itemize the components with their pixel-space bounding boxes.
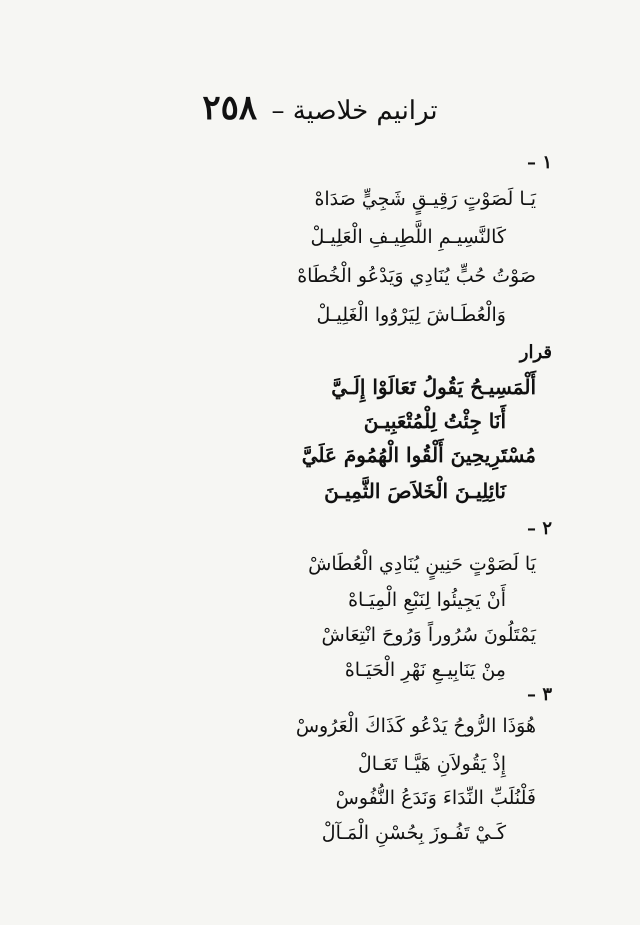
- stanza-2-line-3: يَمْتَلُونَ سُرُوراً وَرُوحَ انْتِعَاشْ: [321, 624, 536, 646]
- stanza-3-line-2: إِذْ يَقُولاَنِ هَيَّـا تَعَـالْ: [357, 753, 506, 775]
- stanza-1-line-2: كَالنَّسِيـمِ اللَّطِيـفِ الْعَلِيـلْ: [310, 226, 506, 248]
- stanza-3-line-1: هُوَذَا الرُّوحُ يَدْعُو كَذَاكَ الْعَرُوسْ: [295, 715, 536, 737]
- stanza-3-number: ٣ –: [527, 684, 552, 705]
- stanza-1-line-3: صَوْتُ حُبٍّ يُنَادِي وَيَدْعُو الْخُطَاهْ: [297, 265, 536, 287]
- chorus-line-1: أَلْمَسِيـحُ يَقُولُ تَعَالَوْا إِلَـيَّ: [331, 375, 536, 399]
- stanza-1-line-1: يَـا لَصَوْتٍ رَقِيـقٍ شَجِيٍّ صَدَاهْ: [314, 188, 536, 210]
- stanza-2-line-1: يَا لَصَوْتٍ حَنِينٍ يُنَادِي الْعُطَاشْ: [308, 553, 536, 575]
- chorus-line-4: نَائِلِيـنَ الْخَلاَصَ الثَّمِيـنَ: [324, 479, 506, 503]
- hymn-number: ٢٥٨: [202, 88, 258, 128]
- chorus-line-2: أَنَا جِئْتُ لِلْمُتْعَبِيـنَ: [363, 409, 506, 433]
- page-title: [0, 88, 640, 131]
- stanza-2-line-4: مِنْ يَنَابِيـعِ نَهْرِ الْحَيَـاهْ: [344, 659, 506, 681]
- stanza-3-line-4: كَـيْ تَفُـوزَ بِحُسْنِ الْمَـآلْ: [321, 822, 506, 844]
- stanza-2-line-2: أَنْ يَجِيئُوا لِنَبْعِ الْمِيَـاهْ: [348, 589, 506, 611]
- stanza-1-line-4: وَالْعُطَـاشَ لِيَرْوُوا الْغَلِيـلْ: [316, 304, 506, 326]
- chorus-label: قرار: [519, 342, 552, 363]
- hymn-category: ترانيم خلاصية –: [271, 96, 438, 126]
- stanza-2-number: ٢ –: [527, 518, 552, 539]
- stanza-3-line-3: فَلْنُلَبِّ النِّدَاءَ وَنَدَعُ النُّفُوسْ: [335, 787, 536, 809]
- stanza-1-number: ١ –: [527, 152, 552, 173]
- chorus-line-3: مُسْتَرِيحِينَ أَلْقُوا الْهُمُومَ عَلَيَّ: [301, 443, 536, 467]
